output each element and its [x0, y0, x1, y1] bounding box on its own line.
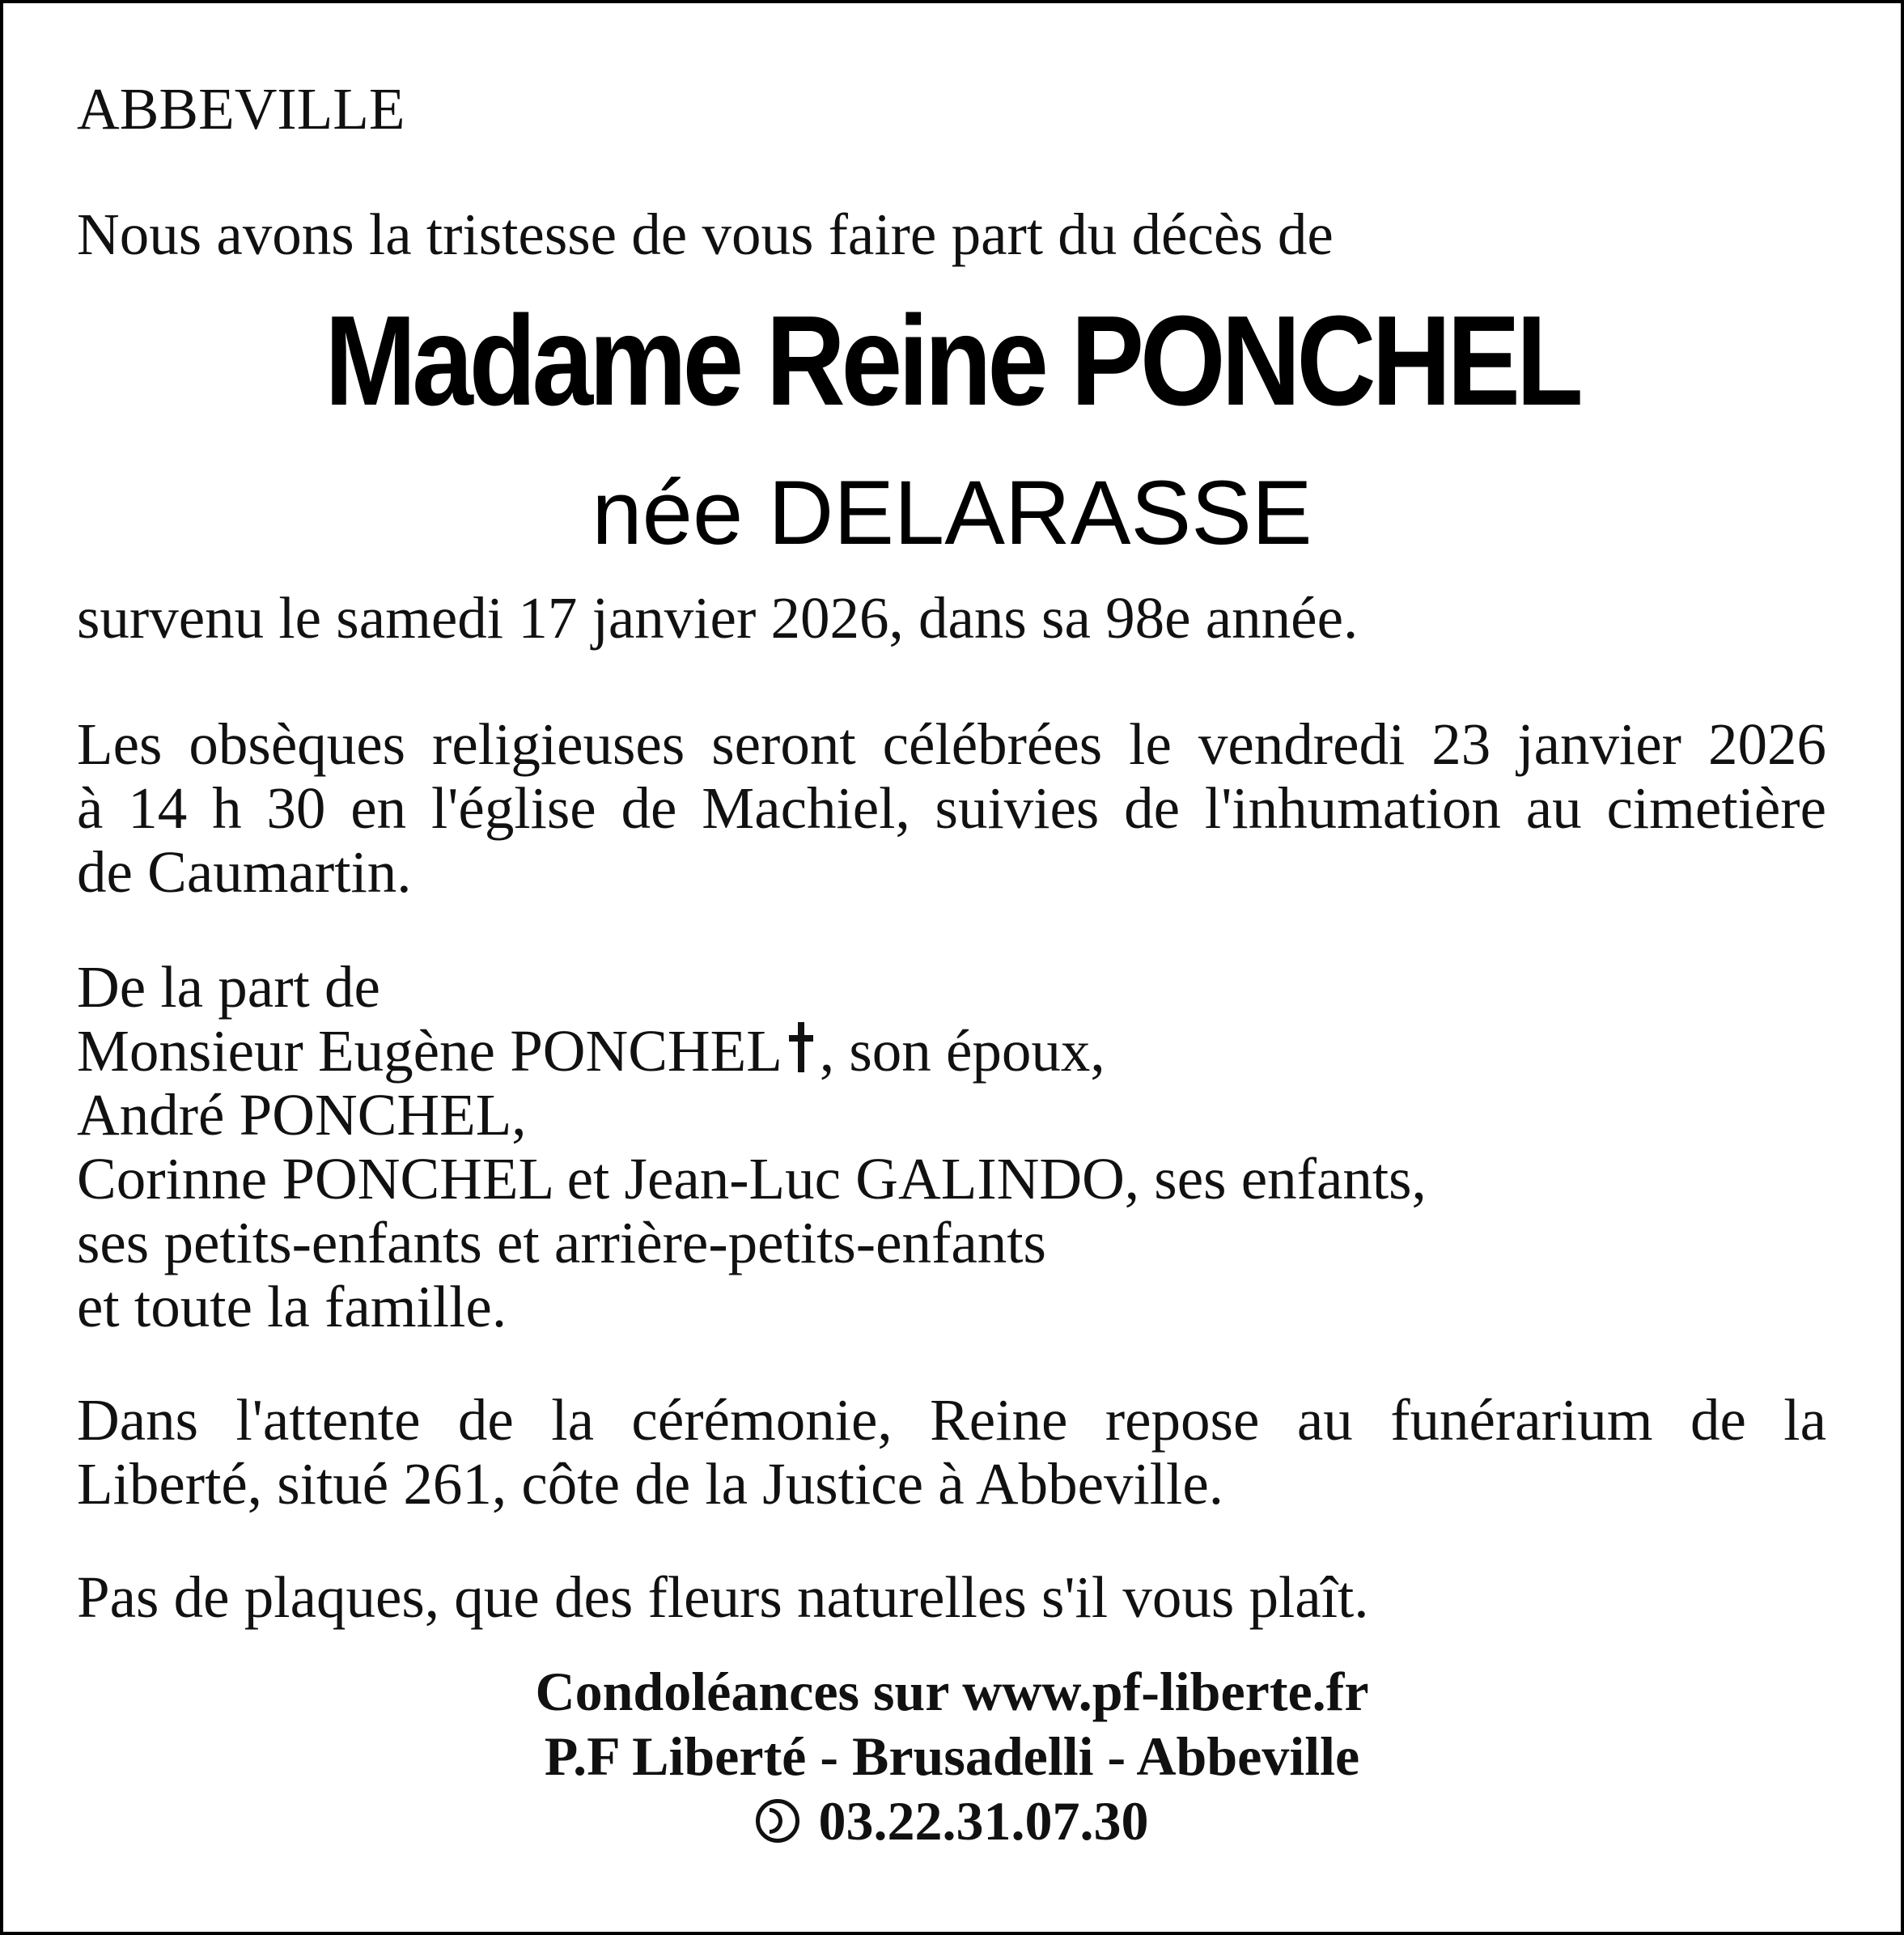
- family-paragraph: [77, 955, 1826, 1339]
- condolences-line: Condoléances sur www.pf-liberte.fr: [535, 1661, 1369, 1722]
- funeral-paragraph: [77, 712, 1826, 904]
- family-member: André PONCHEL,: [77, 1082, 527, 1148]
- death-date-line: survenu le samedi 17 janvier 2026, dans sa 98e année.: [77, 585, 1359, 651]
- rest-place-line: Liberté, situé 261, côte de la Justice à Abbeville.: [77, 1451, 1223, 1517]
- family-member: Corinne PONCHEL et Jean-Luc GALINDO, ses enfants,: [77, 1146, 1427, 1211]
- latin-cross-icon: [789, 1022, 812, 1072]
- phone-number: 03.22.31.07.30: [818, 1790, 1149, 1852]
- funeral-line: de Caumartin.: [77, 839, 412, 905]
- intro-text: Nous avons la tristesse de vous faire part du décès de: [77, 202, 1334, 267]
- family-member: ses petits-enfants et arrière-petits-enfants: [77, 1210, 1046, 1275]
- spouse-name: Monsieur Eugène PONCHEL: [77, 1018, 782, 1084]
- funeral-line: Les obsèques religieuses seront célébrées le vendredi 23 janvier 2026: [77, 711, 1826, 777]
- phone-line: [0, 1789, 1904, 1853]
- maiden-name: née DELARASSE: [592, 462, 1312, 563]
- family-member: et toute la famille.: [77, 1274, 507, 1339]
- footer-contact: [0, 1659, 1904, 1853]
- funeral-home-line: P.F Liberté - Brusadelli - Abbeville: [544, 1725, 1360, 1787]
- telephone-icon: [756, 1799, 799, 1843]
- deceased-name: Madame Reine PONCHEL: [324, 290, 1580, 432]
- family-spouse-line: [77, 1019, 1826, 1083]
- rest-place-line: Dans l'attente de la cérémonie, Reine repose au funérarium de la: [77, 1387, 1826, 1453]
- flowers-note: Pas de plaques, que des fleurs naturelles s'il vous plaît.: [77, 1564, 1369, 1630]
- spouse-role: , son époux,: [819, 1018, 1105, 1084]
- funeral-line: à 14 h 30 en l'église de Machiel, suivies de l'inhumation au cimetière: [77, 775, 1826, 841]
- rest-place-paragraph: [77, 1388, 1826, 1516]
- family-from: De la part de: [77, 954, 380, 1020]
- city-heading: ABBEVILLE: [77, 76, 405, 142]
